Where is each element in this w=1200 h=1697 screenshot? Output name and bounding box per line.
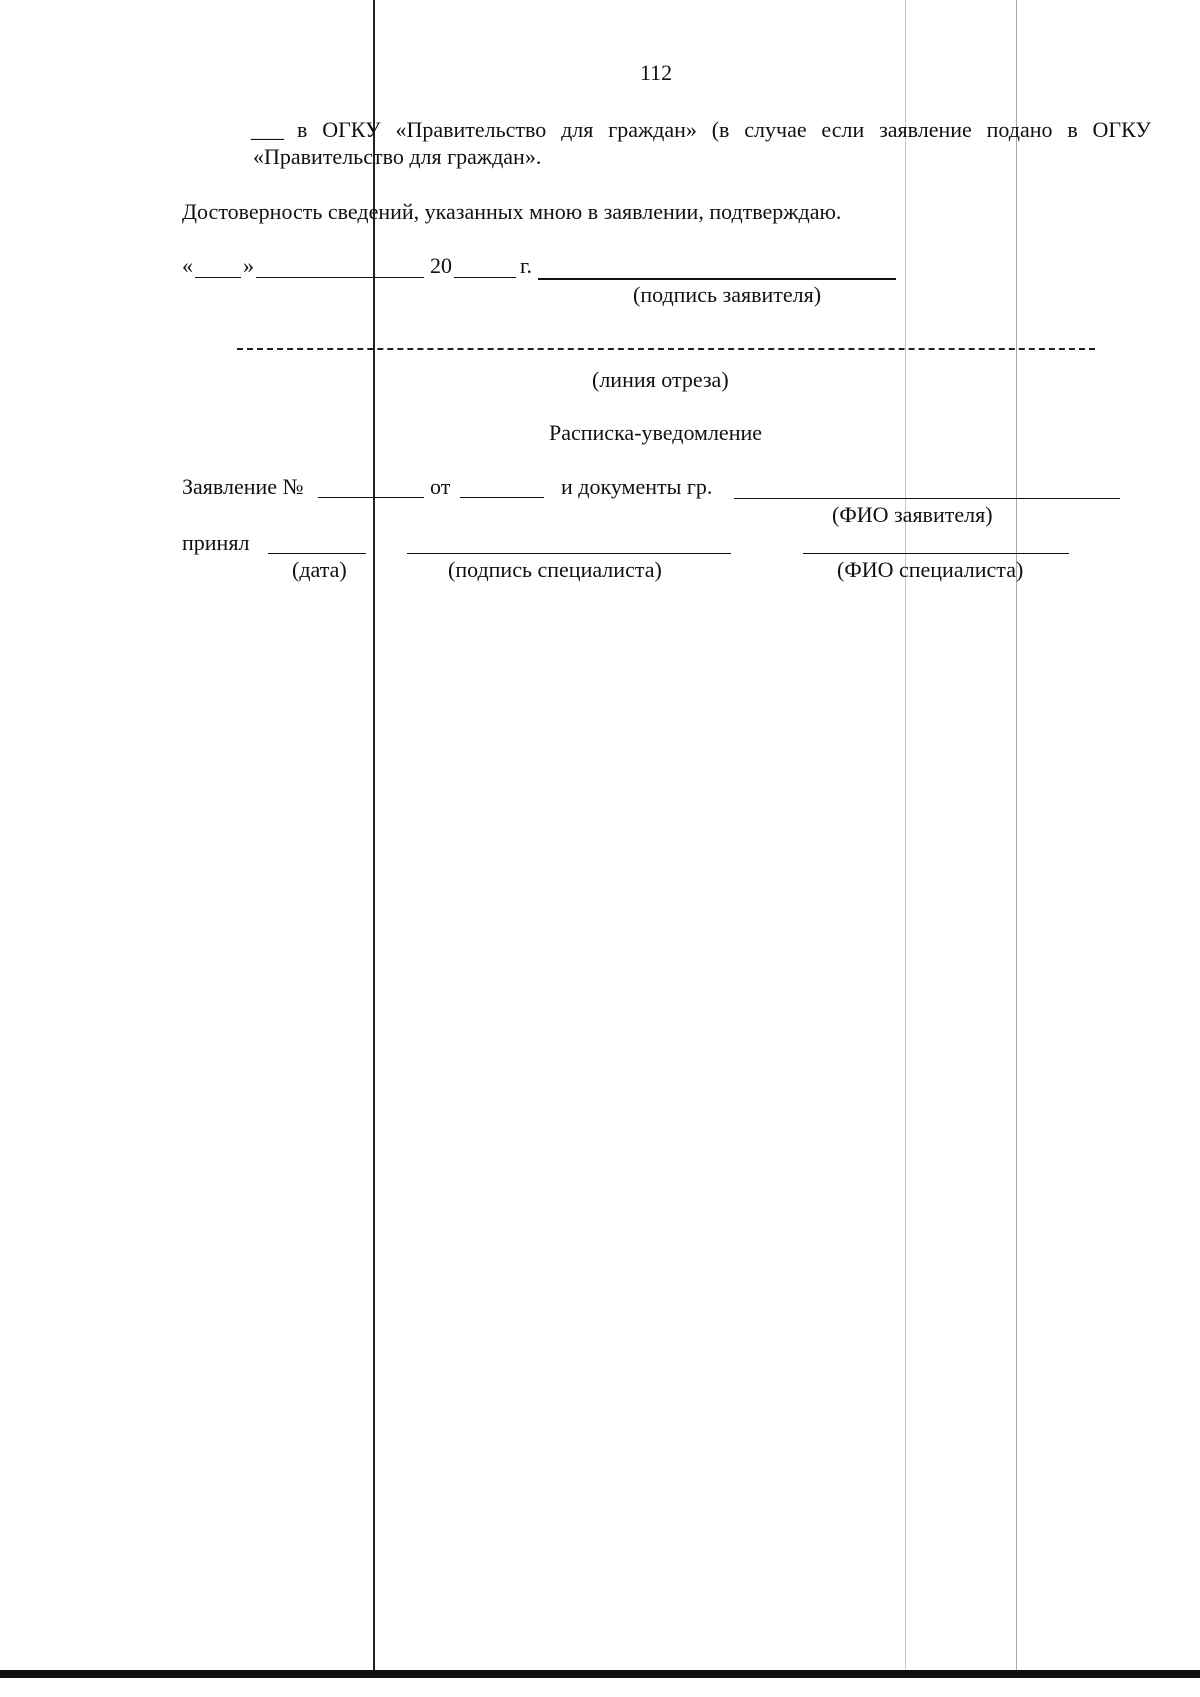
applicant-signature-line — [538, 278, 896, 280]
statement-date-blank — [460, 497, 544, 498]
date-open-quote: « — [182, 253, 193, 278]
accepted-date-line — [268, 553, 366, 554]
intro-line-2: «Правительство для граждан». — [253, 144, 542, 169]
scan-faint-line — [1016, 0, 1017, 1676]
intro-word: подано — [986, 117, 1053, 142]
year-suffix: г. — [520, 253, 533, 278]
confirmation-text: Достоверность сведений, указанных мною в заявлении, подтверждаю. — [182, 199, 842, 224]
intro-word: ОГКУ — [322, 117, 381, 142]
intro-word: граждан» — [608, 117, 697, 142]
receipt-title: Расписка-уведомление — [549, 420, 763, 445]
specialist-name-caption: (ФИО специалиста) — [837, 557, 1024, 582]
scan-vertical-line — [373, 0, 375, 1676]
year-prefix: 20 — [430, 253, 452, 278]
intro-word: в — [1067, 117, 1078, 142]
intro-word: ОГКУ — [1092, 117, 1151, 142]
scan-bottom-edge — [0, 1670, 1200, 1678]
year-blank — [454, 277, 516, 278]
month-blank — [256, 277, 424, 278]
day-blank — [195, 277, 241, 278]
date-close-quote: » — [243, 253, 254, 278]
applicant-name-line — [734, 498, 1120, 499]
accepted-label: принял — [182, 530, 250, 555]
intro-word: для — [561, 117, 594, 142]
intro-word: (в — [711, 117, 730, 142]
intro-word: «Правительство — [395, 117, 547, 142]
cut-line — [237, 348, 1095, 350]
intro-word: в — [297, 117, 308, 142]
statement-number-blank — [318, 497, 424, 498]
intro-blank: ___ — [251, 117, 284, 142]
documents-label: и документы гр. — [561, 474, 713, 499]
specialist-signature-caption: (подпись специалиста) — [448, 557, 662, 582]
page-number: 112 — [640, 60, 673, 85]
applicant-name-caption: (ФИО заявителя) — [832, 502, 993, 527]
intro-word: если — [821, 117, 865, 142]
statement-from-label: от — [430, 474, 451, 499]
specialist-signature-line — [407, 553, 731, 554]
intro-line-1 — [297, 117, 1151, 143]
specialist-name-line — [803, 553, 1069, 554]
intro-word: случае — [744, 117, 807, 142]
intro-word: заявление — [879, 117, 972, 142]
statement-label: Заявление № — [182, 474, 304, 499]
accepted-date-caption: (дата) — [292, 557, 347, 582]
scan-faint-line — [905, 0, 906, 1676]
applicant-signature-caption: (подпись заявителя) — [633, 282, 822, 307]
cut-line-caption: (линия отреза) — [592, 367, 729, 392]
